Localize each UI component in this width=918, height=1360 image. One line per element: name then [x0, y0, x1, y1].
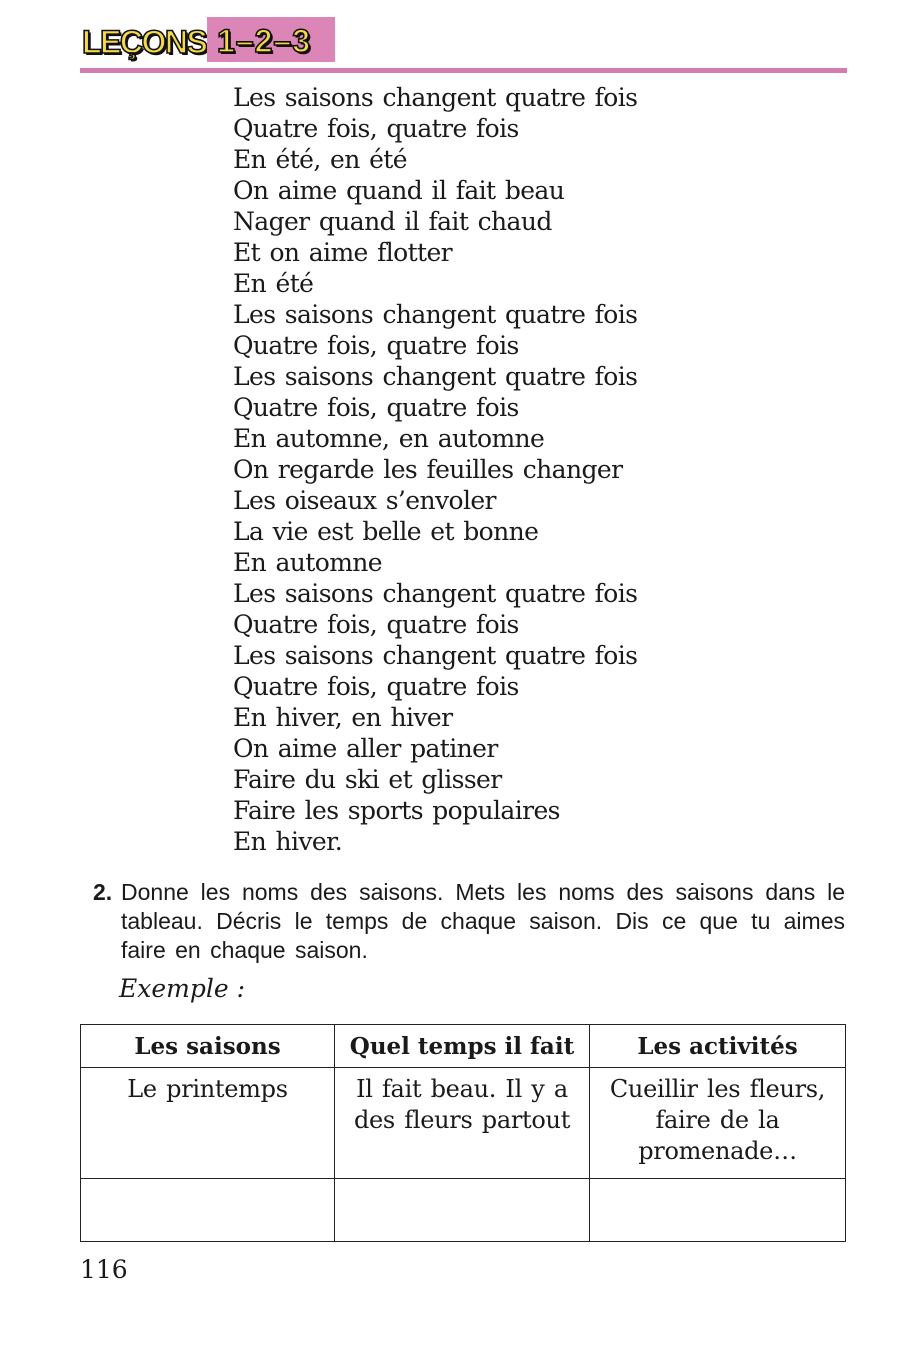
header-activities: Les activités	[590, 1025, 846, 1068]
cell-activities-empty	[590, 1179, 846, 1242]
poem-line: La vie est belle et bonne	[233, 517, 539, 546]
poem-line: On regarde les feuilles changer	[233, 455, 623, 484]
poem-line: En automne	[233, 548, 383, 577]
seasons-table	[80, 1024, 846, 1242]
poem-line: Quatre fois, quatre fois	[233, 393, 519, 422]
poem-line: On aime aller patiner	[233, 734, 498, 763]
lesson-numbers: 1–2–3	[217, 23, 311, 59]
cell-season-empty	[81, 1179, 335, 1242]
poem-line: Et on aime flotter	[233, 238, 453, 267]
poem-line: Nager quand il fait chaud	[233, 207, 552, 236]
exercise-instructions: Donne les noms des saisons. Mets les noms des saisons dans le tableau. Décris le temps de chaque saison. Dis ce que tu aimes faire en chaque saison.	[121, 879, 845, 963]
header-weather: Quel temps il fait	[335, 1025, 590, 1068]
lessons-title: LEÇONS	[82, 24, 207, 60]
cell-weather-empty	[335, 1179, 590, 1242]
poem-line: En hiver.	[233, 827, 343, 856]
table-header-row	[81, 1025, 846, 1068]
lesson-header	[80, 16, 847, 76]
header-seasons: Les saisons	[81, 1025, 335, 1068]
poem-line: En hiver, en hiver	[233, 703, 453, 732]
poem	[233, 82, 637, 857]
poem-line: Faire les sports populaires	[233, 796, 560, 825]
poem-line: En été	[233, 269, 314, 298]
poem-line: Quatre fois, quatre fois	[233, 114, 519, 143]
poem-line: Les saisons changent quatre fois	[233, 300, 638, 329]
poem-line: En été, en été	[233, 145, 407, 174]
poem-line: Quatre fois, quatre fois	[233, 331, 519, 360]
cell-season: Le printemps	[81, 1068, 335, 1179]
poem-line: On aime quand il fait beau	[233, 176, 565, 205]
poem-line: Quatre fois, quatre fois	[233, 672, 519, 701]
poem-line: En automne, en automne	[233, 424, 545, 453]
poem-line: Faire du ski et glisser	[233, 765, 502, 794]
example-label: Exemple :	[119, 974, 246, 1003]
poem-line: Les saisons changent quatre fois	[233, 362, 638, 391]
poem-line: Les oiseaux s’envoler	[233, 486, 496, 515]
table-row	[81, 1068, 846, 1179]
table-row-empty	[81, 1179, 846, 1242]
page-number: 116	[80, 1255, 128, 1284]
exercise-number: 2.	[93, 879, 113, 905]
header-divider	[80, 68, 847, 73]
cell-activities: Cueillir les fleurs, faire de la promenade…	[590, 1068, 846, 1179]
cell-weather: Il fait beau. Il y a des fleurs partout	[335, 1068, 590, 1179]
poem-line: Quatre fois, quatre fois	[233, 610, 519, 639]
poem-line: Les saisons changent quatre fois	[233, 641, 638, 670]
poem-line: Les saisons changent quatre fois	[233, 579, 638, 608]
lesson-number-badge	[207, 17, 335, 62]
poem-line: Les saisons changent quatre fois	[233, 83, 638, 112]
